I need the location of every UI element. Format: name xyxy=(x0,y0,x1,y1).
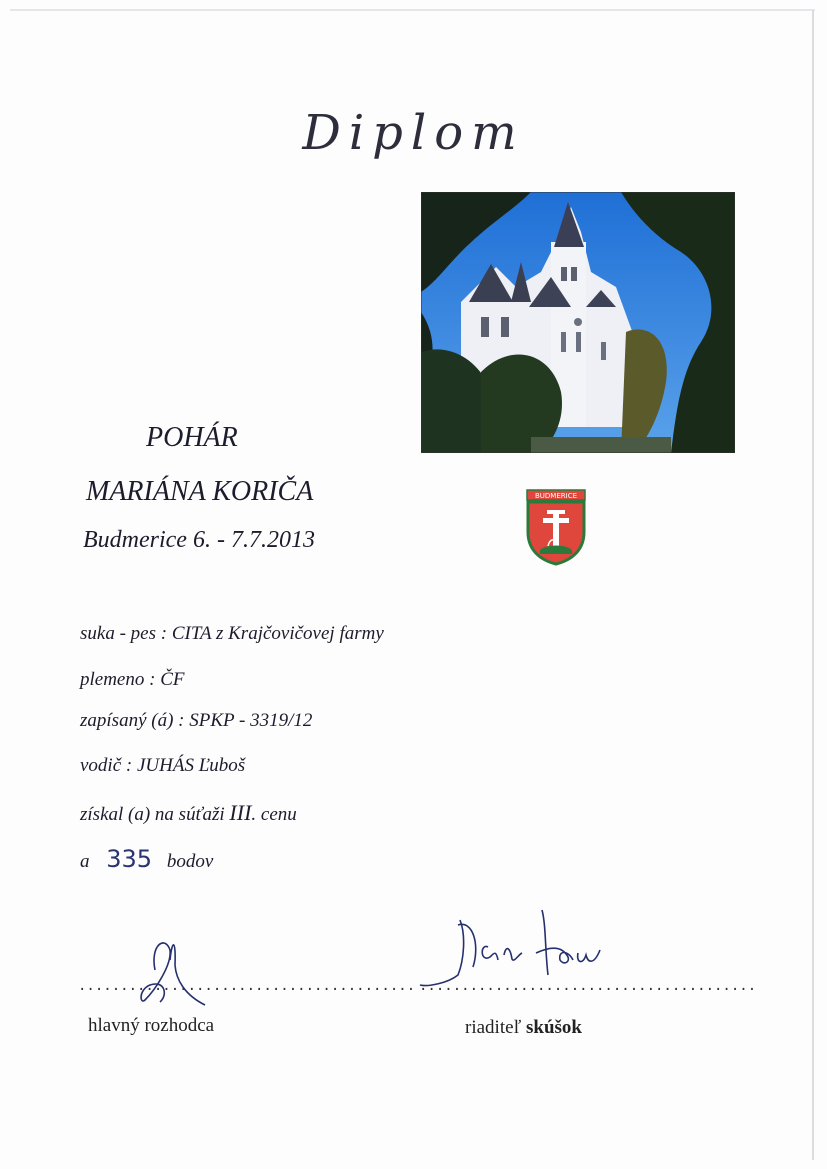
breed-row xyxy=(80,669,184,691)
paper-edge-right xyxy=(812,10,814,1160)
paper-edge-top xyxy=(10,9,815,11)
handler-label: vodič : xyxy=(80,755,133,776)
dog-label: suka - pes : xyxy=(80,623,168,644)
prize-row xyxy=(80,800,297,826)
crest-label: BUDMERICE xyxy=(534,492,578,500)
points-suffix: bodov xyxy=(166,851,214,872)
handler-row xyxy=(80,755,245,777)
breed-value: ČF xyxy=(160,669,185,690)
points-value: 335 xyxy=(106,845,153,873)
director-signature-line: ........................................ xyxy=(419,978,757,994)
event-name-line1: POHÁR xyxy=(146,422,238,453)
director-caption xyxy=(465,1017,582,1039)
breed-label: plemeno : xyxy=(80,669,156,690)
judge-signature-line: ........................................ xyxy=(78,978,416,994)
prize-suffix: . cenu xyxy=(251,804,297,825)
handler-value: JUHÁS Ľuboš xyxy=(136,755,246,776)
budmerice-crest xyxy=(526,488,586,566)
prize-value: III xyxy=(229,800,252,825)
dog-value: CITA z Krajčovičovej farmy xyxy=(171,623,384,644)
judge-caption: hlavný rozhodca xyxy=(88,1015,215,1036)
judge-signature xyxy=(110,930,220,1010)
event-name-line2: MARIÁNA KORIČA xyxy=(86,476,314,507)
prize-prefix: získal (a) na súťaži xyxy=(80,804,225,825)
registration-row xyxy=(80,710,312,732)
points-row xyxy=(80,845,213,873)
director-caption-part1: riaditeľ xyxy=(465,1017,522,1038)
registration-label: zapísaný (á) : xyxy=(80,710,185,731)
event-place-date: Budmerice 6. - 7.7.2013 xyxy=(83,527,315,553)
dog-row xyxy=(80,623,384,645)
castle-photo xyxy=(421,192,735,453)
diploma-title: Diplom xyxy=(302,105,525,161)
director-caption-part2: skúšok xyxy=(526,1017,582,1038)
registration-value: SPKP - 3319/12 xyxy=(189,710,313,731)
points-prefix: a xyxy=(80,851,90,872)
